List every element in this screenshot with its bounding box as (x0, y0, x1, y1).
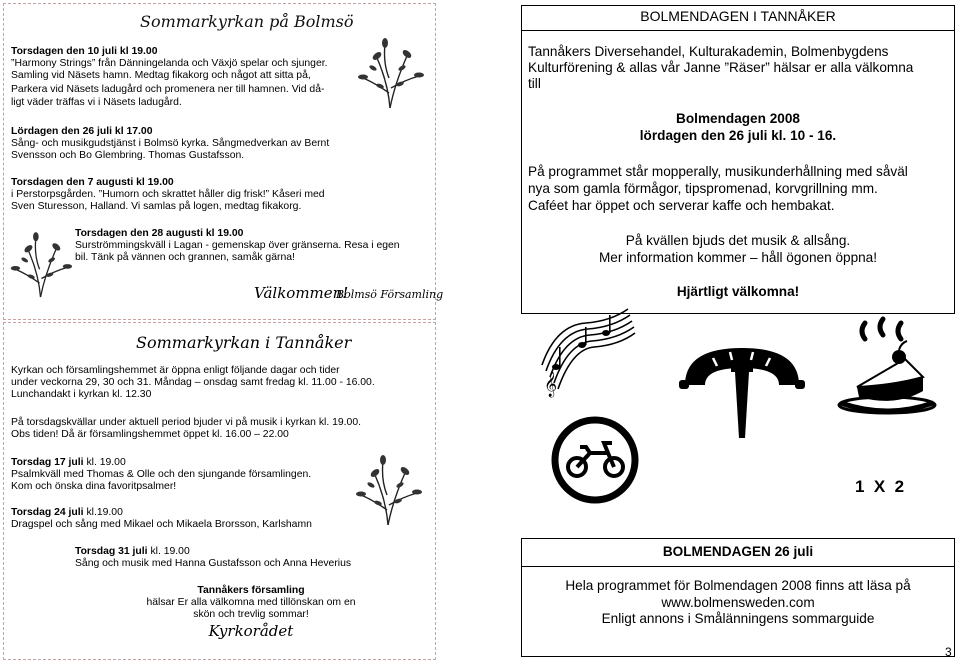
svg-text:𝄞: 𝄞 (544, 372, 558, 397)
flower-illustration-icon (8, 228, 73, 303)
event-head: Torsdagen den 10 juli kl 19.00 (11, 46, 158, 57)
event-line: Sven Sturesson, Halland. Vi samlas på logen, medtag fikakorg. (11, 201, 302, 212)
evening-line: På kvällen bjuds det musik & allsång. (625, 233, 851, 248)
event-head (11, 507, 123, 519)
event-line: Sång- och musikgudstjänst i Bolmsö kyrka. Sångmedverkan av Bernt (11, 138, 330, 149)
event-day: Torsdag 24 juli (11, 507, 84, 518)
signature-heading: Tannåkers församling (197, 585, 305, 596)
intro-line: Lunchandakt i kyrkan kl. 12.30 (11, 389, 152, 400)
website-link[interactable]: www.bolmensweden.com (661, 595, 815, 610)
grilled-sausage-icon (675, 340, 810, 440)
event-line: Dragspel och sång med Mikael och Mikaela Brorsson, Karlshamn (11, 519, 312, 530)
flower-illustration-icon (355, 38, 425, 110)
intro-line: Tannåkers Diversehandel, Kulturakademin, Bolmenbygdens (528, 44, 889, 59)
intro-line: till (528, 76, 541, 91)
note-line: Obs tiden! Då är församlingshemmet öppet kl. 16.00 – 22.00 (11, 429, 289, 440)
page-number: 3 (945, 645, 952, 659)
event-line: ligt väder träffas vi i Näsets ladugård. (11, 97, 182, 108)
bottom-left-title: Sommarkyrkan i Tannåker (136, 333, 352, 352)
info-line: Enligt annons i Smålänningens sommarguide (601, 611, 875, 626)
top-left-title: Sommarkyrkan på Bolmsö (140, 12, 354, 31)
cake-slice-icon (835, 315, 940, 420)
event-line: Sång och musik med Hanna Gustafsson och Anna Heverius (75, 558, 352, 569)
evening-line: Mer information kommer – håll ögonen öppna! (598, 250, 878, 265)
event-head (11, 457, 126, 469)
score-text: 1 X 2 (855, 477, 905, 496)
event-line: Samling vid Näsets hamn. Medtag fikakorg och något att sitta på, (11, 70, 311, 81)
event-time: kl. 19.00 (147, 546, 190, 557)
flower-illustration-icon (353, 455, 423, 527)
parish-signature: Bolmsö Församling (336, 288, 444, 301)
event-head (75, 546, 190, 558)
event-head: Lördagen den 26 juli kl 17.00 (11, 126, 153, 137)
note-line: På torsdagskvällar under aktuell period bjuder vi på musik i kyrkan kl. 19.00. (11, 417, 361, 428)
right-top-title: BOLMENDAGEN I TANNÅKER (640, 8, 836, 24)
event-line: Surströmmingskväll i Lagan - gemenskap över gränserna. Resa i egen (75, 240, 400, 251)
right-bottom-title: BOLMENDAGEN 26 juli (662, 544, 814, 559)
signature-line: hälsar Er alla välkomna med tillönskan om en (146, 597, 356, 608)
program-line: nya som gamla förmågor, tipspromenad, korvgrillning mm. (528, 181, 878, 196)
welcome-text: Välkommen! (254, 284, 349, 302)
intro-line: Kulturförening & allas vår Janne ”Räser” hälsar er alla välkomna (528, 60, 914, 75)
event-line: i Perstorpsgården. ”Humorn och skrattet håller dig frisk!” Kåseri med (11, 189, 325, 200)
info-line: Hela programmet för Bolmendagen 2008 finns att läsa på (565, 578, 911, 593)
event-day: Torsdag 31 juli (75, 546, 148, 557)
event-line: Psalmkväll med Thomas & Olle och den sjungande församlingen. (11, 469, 312, 480)
event-date: lördagen den 26 juli kl. 10 - 16. (639, 128, 837, 143)
intro-line: under veckorna 29, 30 och 31. Måndag – onsdag samt fredag kl. 11.00 - 16.00. (11, 377, 375, 388)
intro-line: Kyrkan och församlingshemmet är öppna enligt följande dagar och tider (11, 365, 340, 376)
event-time: kl.19.00 (83, 507, 123, 518)
event-day: Torsdag 17 juli (11, 457, 84, 468)
event-time: kl. 19.00 (83, 457, 126, 468)
event-head: Torsdagen den 7 augusti kl 19.00 (11, 177, 174, 188)
program-line: På programmet står mopperally, musikunderhållning med såväl (528, 164, 908, 179)
event-line: Svensson och Bo Glembring. Thomas Gustafsson. (11, 150, 245, 161)
signature-script: Kyrkorådet (208, 622, 294, 640)
music-notes-icon (536, 305, 636, 397)
event-line: ”Harmony Strings” från Dänningelanda och Växjö spelar och sjunger. (11, 58, 328, 69)
signature-line: skön och trevlig sommar! (193, 609, 309, 620)
event-line: bil. Tänk på vännen och grannen, samåk gärna! (75, 252, 295, 263)
program-line: Caféet har öppet och serverar kaffe och hembakat. (528, 198, 835, 213)
event-line: Kom och önska dina favoritpsalmer! (11, 481, 177, 492)
moped-sign-icon (550, 415, 640, 505)
event-name: Bolmendagen 2008 (676, 111, 800, 126)
event-head: Torsdagen den 28 augusti kl 19.00 (75, 228, 244, 239)
event-line: Parkera vid Näsets ladugård och promenera ner till hamnen. Vid då- (11, 84, 325, 95)
welcome-text: Hjärtligt välkomna! (676, 284, 800, 299)
